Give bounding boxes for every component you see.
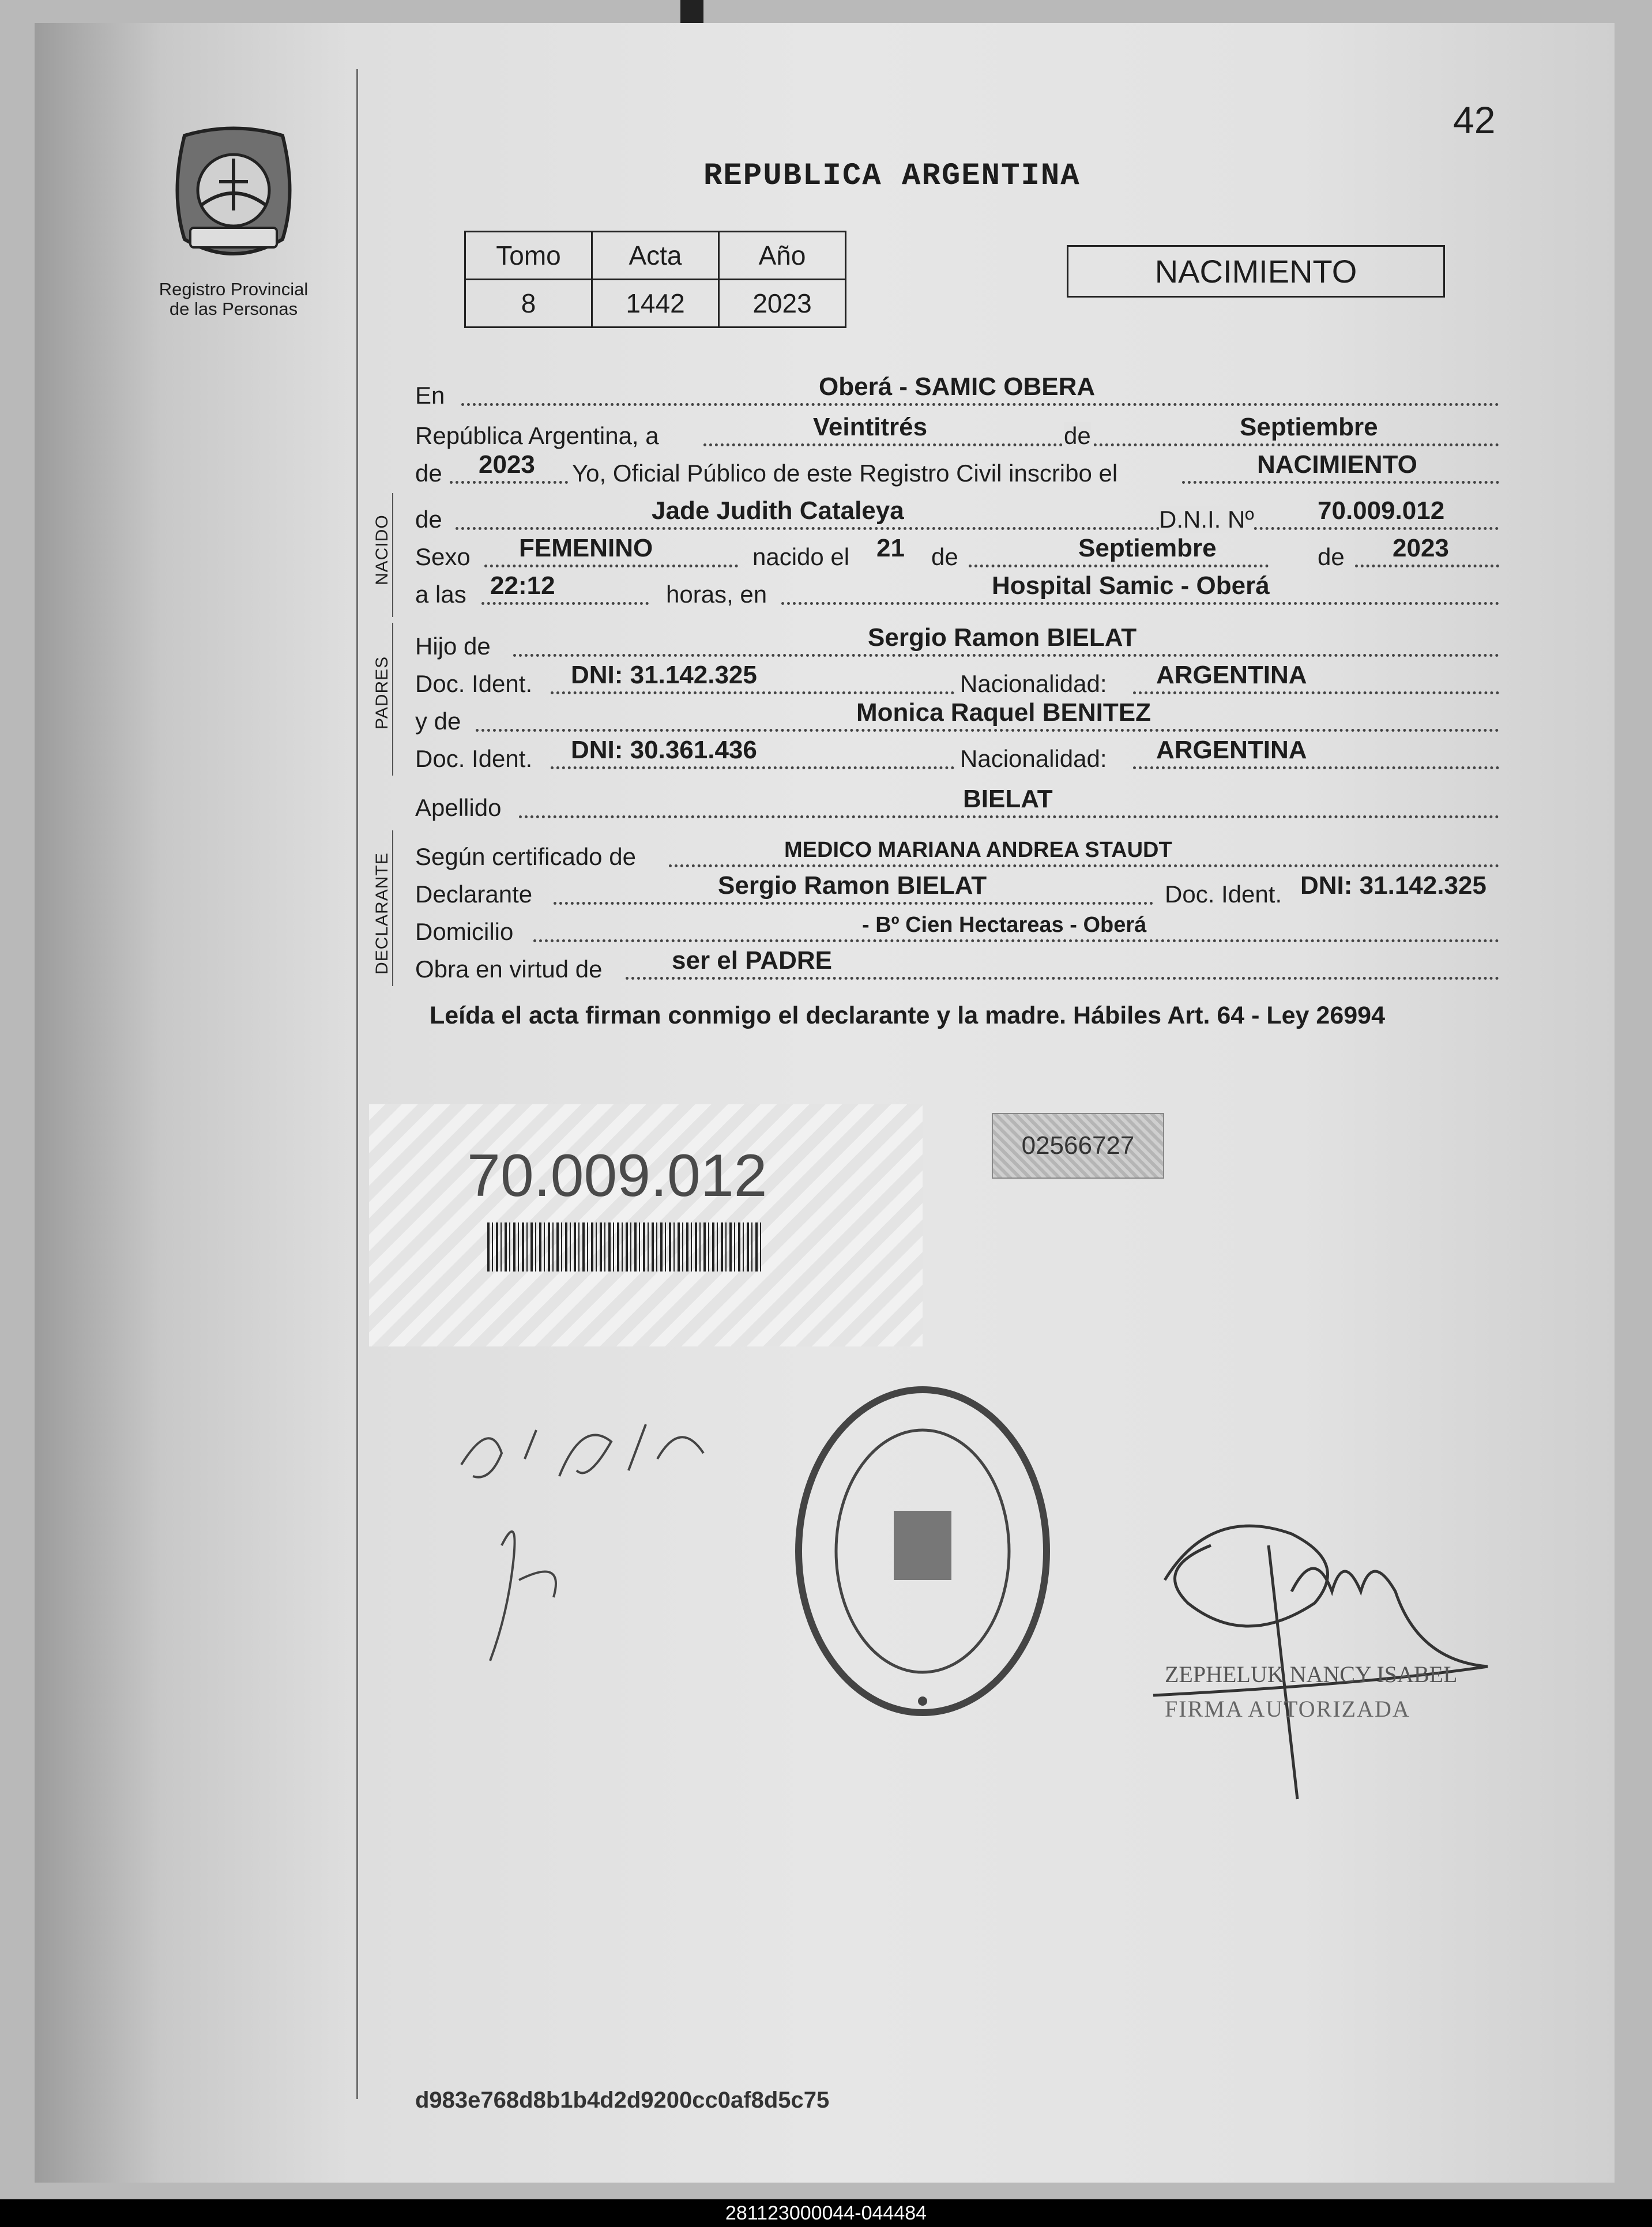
padres-father-nat-label: Nacionalidad: [960, 670, 1107, 697]
nacido-born-month: Septiembre [1078, 534, 1217, 562]
apellido-label: Apellido [415, 794, 502, 821]
declarante-cert-row [415, 830, 1499, 871]
dotted-line [969, 565, 1269, 567]
padres-mother-row [415, 695, 1499, 735]
place-row [415, 369, 1499, 409]
dotted-line [450, 481, 568, 484]
apellido-value: BIELAT [963, 785, 1053, 813]
declarante-name: Sergio Ramon BIELAT [718, 871, 987, 900]
padres-mother: Monica Raquel BENITEZ [856, 698, 1151, 727]
year-row [415, 447, 1499, 487]
place-label: En [415, 382, 445, 409]
padres-father-doc-label: Doc. Ident. [415, 670, 533, 697]
nacido-place: Hospital Samic - Oberá [992, 571, 1270, 600]
dotted-line [519, 815, 1499, 818]
declarante-obra-label: Obra en virtud de [415, 955, 603, 983]
padres-father-row [415, 620, 1499, 660]
nacido-sex-row [415, 531, 1499, 571]
section-label-declarante: DECLARANTE [372, 852, 392, 975]
nacido-sex: FEMENINO [519, 534, 653, 562]
date-row [415, 409, 1499, 450]
dotted-line [513, 654, 1499, 657]
dotted-line [1355, 565, 1499, 567]
nacido-dni-label: D.N.I. Nº [1159, 506, 1254, 533]
record-value-tomo: 8 [465, 280, 592, 328]
section-divider [392, 623, 393, 776]
page-number: 42 [1453, 99, 1496, 141]
declarante-label: Declarante [415, 881, 533, 908]
dotted-line [551, 691, 954, 694]
nacido-hours-label: horas, en [666, 581, 767, 608]
date-de-label: de [1064, 422, 1091, 449]
declarante-cert-label: Según certificado de [415, 843, 636, 870]
dotted-line [533, 939, 1499, 942]
section-divider [392, 830, 393, 986]
dotted-line [669, 864, 1499, 867]
date-label: República Argentina, a [415, 422, 659, 449]
declarante-cert: MEDICO MARIANA ANDREA STAUDT [784, 838, 1172, 862]
section-divider [392, 493, 393, 617]
nacido-time-row [415, 568, 1499, 608]
nacido-born-de1: de [931, 543, 958, 570]
dotted-line [1182, 481, 1499, 484]
declarante-dom: - Bº Cien Hectareas - Oberá [862, 913, 1147, 937]
dotted-line [554, 902, 1153, 905]
dotted-line [1133, 691, 1499, 694]
dotted-line [781, 602, 1499, 605]
dotted-line [456, 527, 1499, 530]
padres-mother-nat-label: Nacionalidad: [960, 745, 1107, 772]
padres-mother-doc-label: Doc. Ident. [415, 745, 533, 772]
year-value: 2023 [479, 450, 535, 479]
nacido-name: Jade Judith Cataleya [652, 496, 904, 525]
dotted-line [551, 766, 954, 769]
year-de-label: de [415, 460, 442, 487]
padres-father-doc: DNI: 31.142.325 [571, 661, 757, 689]
barcode [487, 1222, 764, 1272]
dotted-line [703, 443, 1499, 446]
nacido-name-row [415, 493, 1499, 533]
apellido-row [415, 781, 1499, 822]
date-day: Veintitrés [813, 413, 928, 441]
serial-sticker: 02566727 [992, 1113, 1164, 1179]
record-type-box: NACIMIENTO [1067, 245, 1445, 298]
declarante-obra-row [415, 943, 1499, 983]
dotted-line [476, 729, 1499, 732]
padres-father: Sergio Ramon BIELAT [868, 623, 1137, 652]
dotted-line [481, 602, 649, 605]
provincial-seal-icon [167, 124, 300, 268]
record-header-ano: Año [719, 232, 846, 280]
signatory-role: FIRMA AUTORIZADA [1165, 1696, 1410, 1722]
nacido-born-year: 2023 [1393, 534, 1449, 562]
nacido-sex-label: Sexo [415, 543, 471, 570]
record-value-acta: 1442 [592, 280, 719, 328]
date-month: Septiembre [1240, 413, 1378, 441]
declarante-doc: DNI: 31.142.325 [1300, 871, 1487, 900]
dotted-line [484, 565, 738, 567]
nacido-born-day: 21 [876, 534, 905, 562]
padres-mother-doc-row [415, 732, 1499, 773]
padres-mother-doc: DNI: 30.361.436 [571, 736, 757, 764]
dotted-line [626, 977, 1499, 980]
signatory-name: ZEPHELUK NANCY ISABEL [1165, 1661, 1458, 1687]
padres-father-doc-row [415, 657, 1499, 698]
dotted-line [1133, 766, 1499, 769]
record-value-ano: 2023 [719, 280, 846, 328]
issuer-label: Registro Provincial de las Personas [159, 279, 308, 319]
declarante-row [415, 868, 1499, 908]
declarante-obra: ser el PADRE [672, 946, 832, 975]
nacido-name-label: de [415, 506, 442, 533]
nacido-born-label: nacido el [752, 543, 850, 570]
record-table [464, 231, 846, 328]
place-value: Oberá - SAMIC OBERA [819, 373, 1096, 401]
margin-line [356, 69, 358, 2099]
record-header-tomo: Tomo [465, 232, 592, 280]
padres-father-nat: ARGENTINA [1156, 661, 1307, 689]
legal-note: Leída el acta firman conmigo el declarante y la madre. Hábiles Art. 64 - Ley 26994 [430, 1002, 1385, 1029]
country-title: REPUBLICA ARGENTINA [703, 159, 1081, 194]
nacido-born-de2: de [1318, 543, 1345, 570]
year-text: Yo, Oficial Público de este Registro Civil inscribo el [572, 460, 1118, 487]
footer-id: 281123000044-044484 [0, 2199, 1652, 2227]
record-header-acta: Acta [592, 232, 719, 280]
top-tab [680, 0, 703, 23]
declarante-doc-label: Doc. Ident. [1165, 881, 1282, 908]
padres-father-label: Hijo de [415, 633, 491, 660]
document-hash: d983e768d8b1b4d2d9200cc0af8d5c75 [415, 2087, 830, 2113]
document-page [35, 23, 1615, 2183]
nacido-time: 22:12 [490, 571, 555, 600]
declarant-signature [438, 1407, 830, 1672]
declarante-dom-row [415, 905, 1499, 946]
section-label-padres: PADRES [372, 656, 392, 729]
year-record-value: NACIMIENTO [1257, 450, 1417, 479]
nacido-time-label: a las [415, 581, 466, 608]
hologram-number: 70.009.012 [467, 1142, 767, 1209]
padres-mother-nat: ARGENTINA [1156, 736, 1307, 764]
dotted-line [461, 403, 1499, 406]
declarante-dom-label: Domicilio [415, 918, 514, 945]
nacido-dni: 70.009.012 [1318, 496, 1445, 525]
section-label-nacido: NACIDO [372, 514, 392, 585]
padres-mother-label: y de [415, 708, 461, 735]
